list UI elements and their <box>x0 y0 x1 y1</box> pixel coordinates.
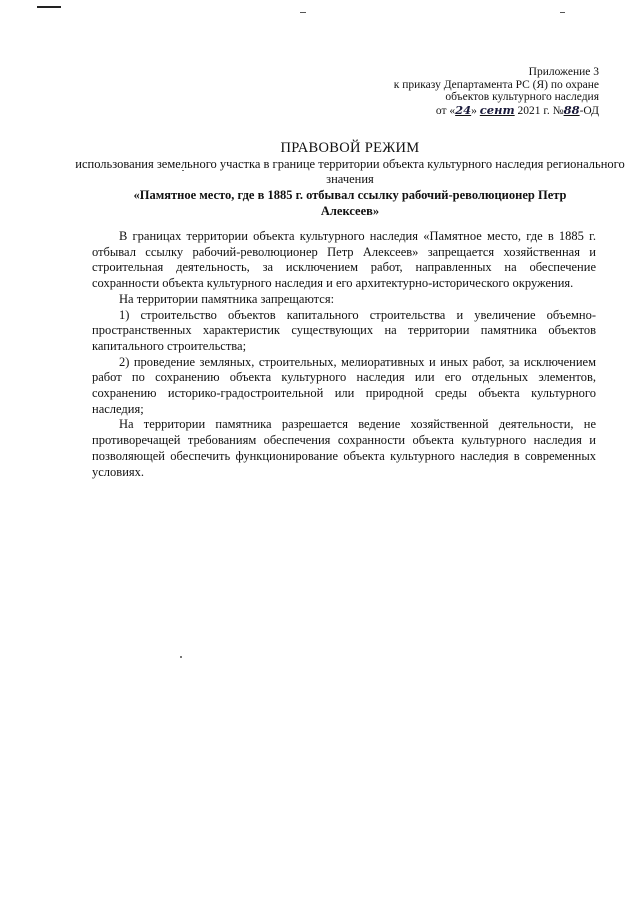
body-paragraph: 2) проведение земляных, строительных, мелиоративных и иных работ, за исключением работ по сохранению объекта культурного наследия или его отдельных элементов, сохранению историко-градостроительной или природной среды объекта культурного наследия; <box>92 354 596 416</box>
document-heading <box>70 140 630 219</box>
order-year: 2021 г. № <box>514 104 564 117</box>
scan-artifact <box>560 12 565 13</box>
order-month-handwritten: сент <box>479 102 515 117</box>
scan-artifact <box>37 6 61 8</box>
order-suffix: -ОД <box>579 104 599 117</box>
order-mid: » <box>471 104 480 117</box>
order-prefix: от « <box>435 104 456 117</box>
body-paragraph: На территории памятника разрешается ведение хозяйственной деятельности, не противоречащей требованиям обеспечения сохранности объекта культурного наследия и позволяющей обеспечить функционирование объекта культурного наследия в современных условиях. <box>92 417 596 479</box>
appendix-block <box>339 66 599 117</box>
body-paragraph: 1) строительство объектов капитального строительства и увеличение объемно-пространственных характеристик существующих на территории памятника объектов капитального строительства; <box>92 307 596 353</box>
appendix-order-ref: к приказу Департамента РС (Я) по охране <box>393 78 599 91</box>
body-paragraph: На территории памятника запрещаются: <box>119 291 335 306</box>
document-body <box>92 229 596 480</box>
monument-name: «Памятное место, где в 1885 г. отбывал ссылку рабочий-революционер Петр Алексеев» <box>133 188 567 218</box>
appendix-department: объектов культурного наследия <box>445 91 599 104</box>
order-date-line <box>339 104 599 118</box>
scan-artifact <box>180 656 182 658</box>
appendix-number: Приложение 3 <box>528 66 599 78</box>
scan-artifact <box>300 12 306 13</box>
body-paragraph: В границах территории объекта культурного наследия «Памятное место, где в 1885 г. отбывал ссылку рабочий-революционер Петр Алексеев» запрещается хозяйственная и строительная деятельность, за исключением работ, направленных на обеспечение сохранности объекта культурного наследия и его архитектурно-исторического окружения. <box>92 229 596 291</box>
document-title: ПРАВОВОЙ РЕЖИМ <box>280 140 420 156</box>
order-number-handwritten: 88 <box>563 102 580 117</box>
order-day-handwritten: 24 <box>455 102 472 117</box>
document-subtitle: использования земельного участка в границе территории объекта культурного наследия регионального значения <box>75 157 625 186</box>
